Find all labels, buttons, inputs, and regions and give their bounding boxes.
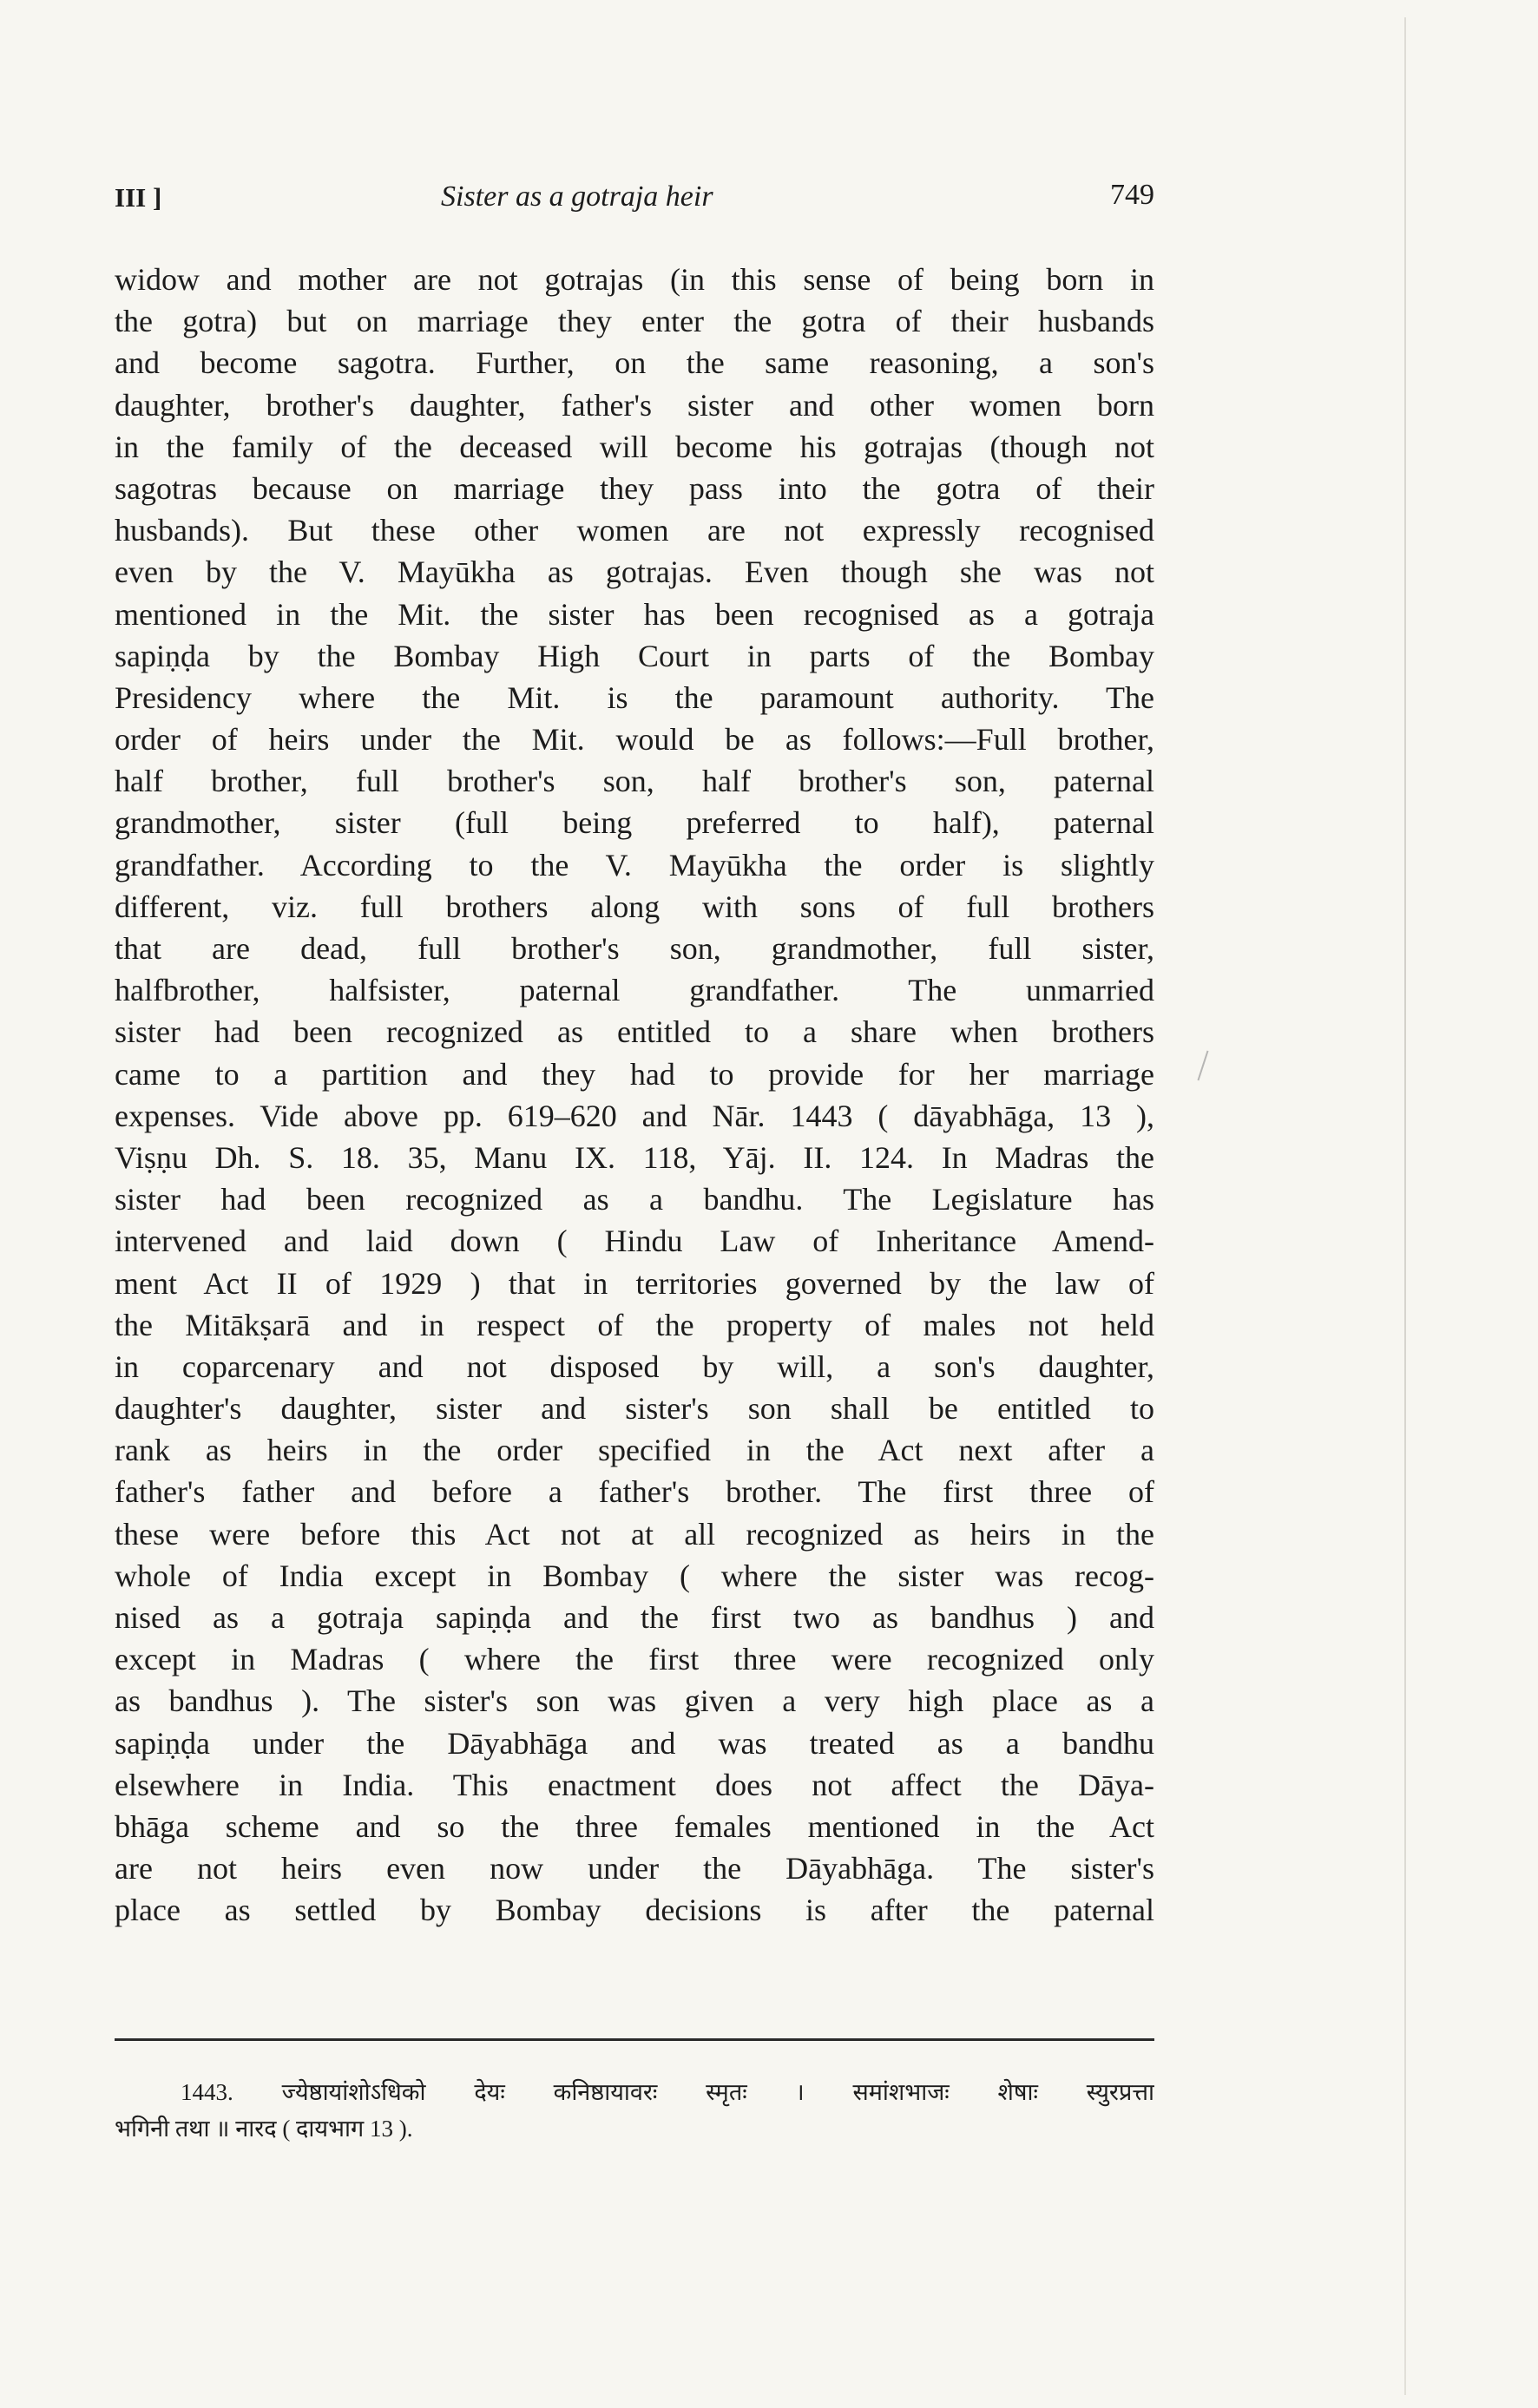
text-line: different, viz. full brothers along with sons of full brothers [115,889,1154,924]
text-line: half brother, full brother's son, half brother's son, paternal [115,764,1154,799]
text-line: halfbrother, halfsister, paternal grandfather. The unmarried [115,973,1154,1008]
text-line: grandfather. According to the V. Mayūkha the order is slightly [115,847,1154,882]
text-line: grandmother, sister (full being preferred to half), paternal [115,805,1154,841]
text-line: Presidency where the Mit. is the paramount authority. The [115,679,1154,715]
text-line: bhāga scheme and so the three females mentioned in the Act [115,1808,1154,1844]
running-section-number: III ] [115,182,162,213]
text-line: in coparcenary and not disposed by will, a son's daughter, [115,1348,1154,1384]
footnote-rule [115,2038,1154,2041]
page-number: 749 [1110,179,1154,211]
text-line: order of heirs under the Mit. would be as follows:—Full brother, [115,722,1154,758]
text-line: whole of India except in Bombay ( where the sister was recog- [115,1558,1154,1593]
text-line: place as settled by Bombay decisions is after the paternal [115,1893,1154,1928]
text-line: sister had been recognized as a bandhu. The Legislature has [115,1182,1154,1217]
text-line: as bandhus ). The sister's son was given a very high place as a [115,1683,1154,1719]
text-line: mentioned in the Mit. the sister has been recognised as a gotraja [115,596,1154,632]
running-title: Sister as a gotraja heir [441,180,713,213]
text-line: the gotra) but on marriage they enter the gotra of their husbands [115,304,1154,339]
text-line: came to a partition and they had to provide for her marriage [115,1056,1154,1092]
text-line: and become sagotra. Further, on the same reasoning, a son's [115,345,1154,381]
text-line: intervened and laid down ( Hindu Law of Inheritance Amend- [115,1224,1154,1259]
text-line: in the family of the deceased will become his gotrajas (though not [115,429,1154,464]
text-line: sister had been recognized as entitled to a share when brothers [115,1014,1154,1050]
text-line: nised as a gotraja sapiṇḍa and the first two as bandhus ) and [115,1600,1154,1635]
text-line: sapiṇḍa under the Dāyabhāga and was treated as a bandhu [115,1725,1154,1761]
text-line: elsewhere in India. This enactment does not affect the Dāya- [115,1767,1154,1802]
stray-pencil-mark [1197,1051,1208,1081]
text-line: the Mitākṣarā and in respect of the property of males not held [115,1307,1154,1342]
text-line: expenses. Vide above pp. 619–620 and Nār. 1443 ( dāyabhāga, 13 ), [115,1098,1154,1133]
page-edge-shadow [1404,17,1406,2395]
text-line: except in Madras ( where the first three were recognized only [115,1642,1154,1677]
text-line: husbands). But these other women are not expressly recognised [115,513,1154,548]
text-line: father's father and before a father's brother. The first three of [115,1474,1154,1510]
text-line: Viṣṇu Dh. S. 18. 35, Manu IX. 118, Yāj. II. 124. In Madras the [115,1139,1154,1175]
text-line: daughter's daughter, sister and sister's son shall be entitled to [115,1391,1154,1427]
footnote [115,2074,1154,2147]
text-line: are not heirs even now under the Dāyabhāga. The sister's [115,1851,1154,1886]
text-line: daughter, brother's daughter, father's sister and other women born [115,387,1154,423]
text-line: sapiṇḍa by the Bombay High Court in parts of the Bombay [115,638,1154,673]
text-line: widow and mother are not gotrajas (in this sense of being born in [115,262,1154,297]
text-line: that are dead, full brother's son, grandmother, full sister, [115,931,1154,966]
text-line: even by the V. Mayūkha as gotrajas. Even though she was not [115,554,1154,590]
body-paragraph [115,259,1154,1932]
text-line: sagotras because on marriage they pass into the gotra of their [115,470,1154,506]
text-line: rank as heirs in the order specified in the Act next after a [115,1433,1154,1468]
text-line: ment Act II of 1929 ) that in territories governed by the law of [115,1265,1154,1301]
footnote-line: भगिनी तथा ॥ नारद ( दायभाग 13 ). [115,2116,413,2142]
footnote-line: 1443. ज्येष्ठायांशोऽधिको देयः कनिष्ठायावरः स्मृतः । समांशभाजः शेषाः स्युरप्रत्ता [181,2079,1154,2105]
text-line: these were before this Act not at all recognized as heirs in the [115,1516,1154,1552]
running-header [115,177,1154,222]
